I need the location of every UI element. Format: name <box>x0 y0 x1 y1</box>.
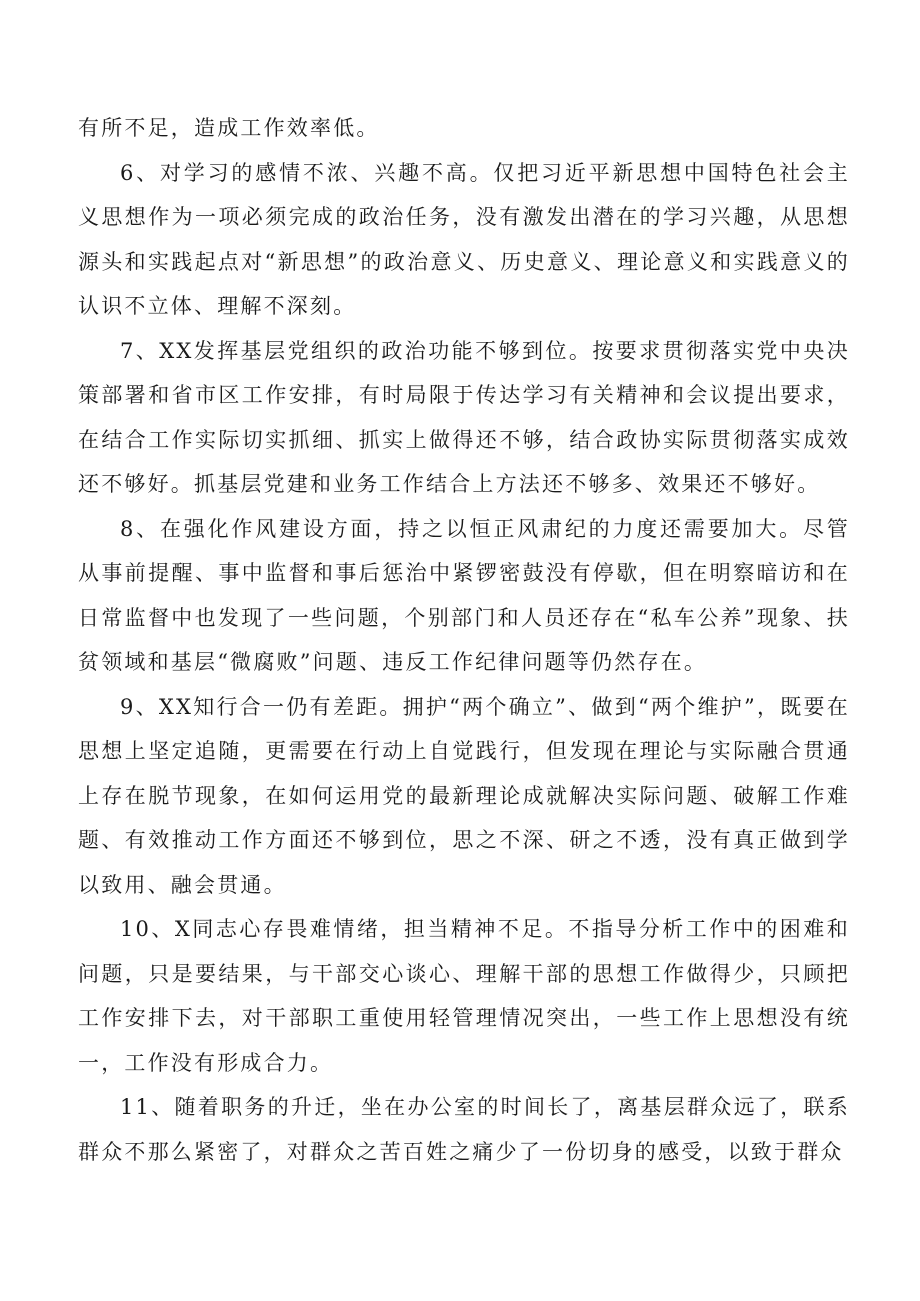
paragraph-item-11: 11、随着职务的升迁，坐在办公室的时间长了，离基层群众远了，联系群众不那么紧密了，对群众之苦百姓之痛少了一份切身的感受，以致于群众 <box>78 1095 850 1164</box>
document-body <box>78 106 850 1174</box>
paragraph-item-6: 6、对学习的感情不浓、兴趣不高。仅把习近平新思想中国特色社会主义思想作为一项必须完成的政治任务，没有激发出潜在的学习兴趣，从思想源头和实践起点对“新思想”的政治意义、历史意义、理论意义和实践意义的认识不立体、理解不深刻。 <box>78 160 850 318</box>
paragraph-item-10: 10、X同志心存畏难情绪，担当精神不足。不指导分析工作中的困难和问题，只是要结果，与干部交心谈心、理解干部的思想工作做得少，只顾把工作安排下去，对干部职工重使用轻管理情况突出，一些工作上思想没有统一，工作没有形成合力。 <box>78 917 850 1075</box>
paragraph-item-9: 9、XX知行合一仍有差距。拥护“两个确立”、做到“两个维护”，既要在思想上坚定追随，更需要在行动上自觉践行，但发现在理论与实际融合贯通上存在脱节现象，在如何运用党的最新理论成就解决实际问题、破解工作难题、有效推动工作方面还不够到位，思之不深、研之不透，没有真正做到学以致用、融会贯通。 <box>78 694 850 897</box>
paragraph-item-7: 7、XX发挥基层党组织的政治功能不够到位。按要求贯彻落实党中央决策部署和省市区工作安排，有时局限于传达学习有关精神和会议提出要求，在结合工作实际切实抓细、抓实上做得还不够，结合政协实际贯彻落实成效还不够好。抓基层党建和业务工作结合上方法还不够多、效果还不够好。 <box>78 338 850 496</box>
paragraph-item-8: 8、在强化作风建设方面，持之以恒正风肃纪的力度还需要加大。尽管从事前提醒、事中监督和事后惩治中紧锣密鼓没有停歇，但在明察暗访和在日常监督中也发现了一些问题，个别部门和人员还存在“私车公养”现象、扶贫领域和基层“微腐败”问题、违反工作纪律问题等仍然存在。 <box>78 516 850 674</box>
paragraph-continuation: 有所不足，造成工作效率低。 <box>78 116 380 140</box>
